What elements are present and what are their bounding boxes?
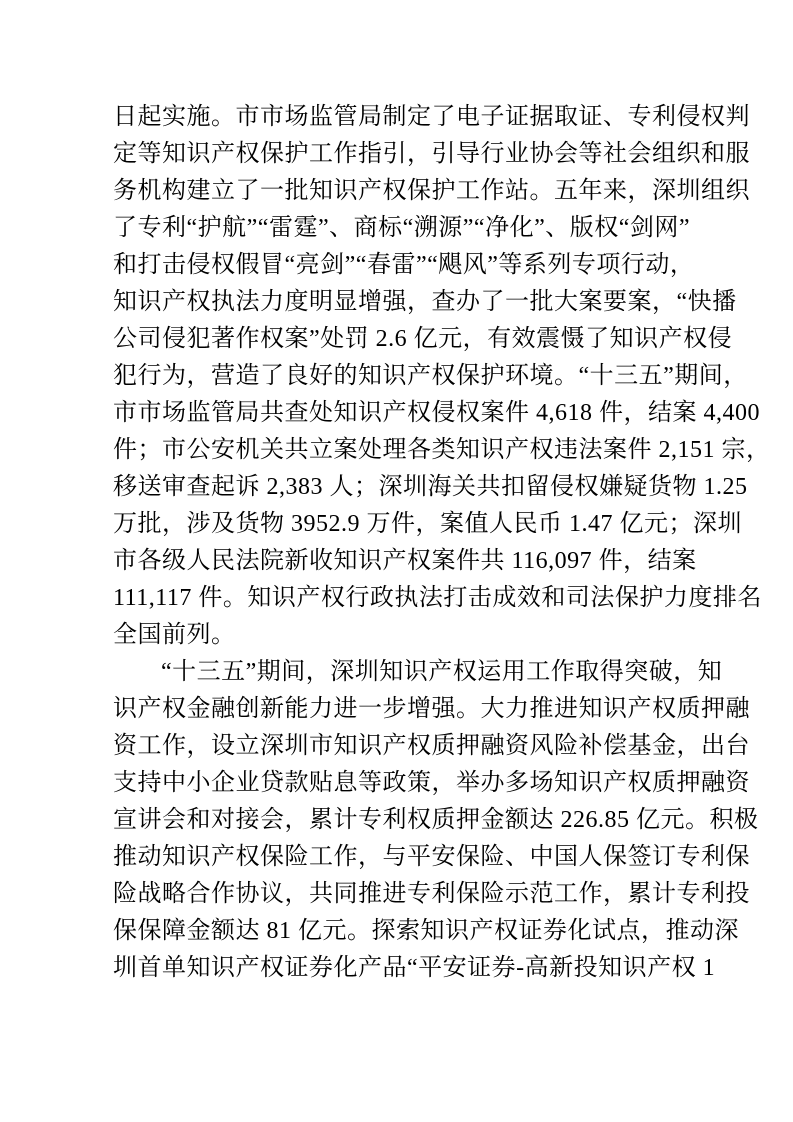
text-line: 资工作，设立深圳市知识产权质押融资风险补偿基金，出台 [113,733,750,759]
text-line: 圳首单知识产权证券化产品“平安证券-高新投知识产权 1 [113,955,716,981]
text-line: 定等知识产权保护工作指引，引导行业协会等社会组织和服 [113,141,750,167]
text-line: “十三五”期间，深圳知识产权运用工作取得突破，知 [161,659,723,685]
text-line: 移送审查起诉 2,383 人；深圳海关共扣留侵权嫌疑货物 1.25 [113,474,748,500]
text-line: 支持中小企业贷款贴息等政策，举办多场知识产权质押融资 [113,770,750,796]
text-line: 了专利“护航”“雷霆”、商标“溯源”“净化”、版权“剑网” [113,215,691,241]
text-line: 推动知识产权保险工作，与平安保险、中国人保签订专利保 [113,844,750,870]
paragraph-2 [113,654,759,987]
text-line: 识产权金融创新能力进一步增强。大力推进知识产权质押融 [113,696,750,722]
text-line: 险战略合作协议，共同推进专利保险示范工作，累计专利投 [113,881,750,907]
text-line: 务机构建立了一批知识产权保护工作站。五年来，深圳组织 [113,178,750,204]
text-line: 日起实施。市市场监管局制定了电子证据取证、专利侵权判 [113,104,750,130]
text-line: 保保障金额达 81 亿元。探索知识产权证券化试点，推动深 [113,918,739,944]
text-line: 市各级人民法院新收知识产权案件共 116,097 件，结案 [113,548,697,574]
text-line: 万批，涉及货物 3952.9 万件，案值人民币 1.47 亿元；深圳 [113,511,742,537]
text-line: 和打击侵权假冒“亮剑”“春雷”“飓风”等系列专项行动， [113,252,695,278]
document-body [113,99,771,987]
text-line: 犯行为，营造了良好的知识产权保护环境。“十三五”期间， [113,363,748,389]
text-line: 知识产权执法力度明显增强，查办了一批大案要案，“快播 [113,289,737,315]
text-line: 111,117 件。知识产权行政执法打击成效和司法保护力度排名 [113,585,762,611]
text-line: 市市场监管局共查处知识产权侵权案件 4,618 件，结案 4,400 [113,400,760,426]
text-line: 全国前列。 [113,622,236,648]
paragraph-1 [113,99,771,654]
text-line: 宣讲会和对接会，累计专利权质押金额达 226.85 亿元。积极 [113,807,759,833]
text-line: 件；市公安机关共立案处理各类知识产权违法案件 2,151 宗， [113,437,771,463]
text-line: 公司侵犯著作权案”处罚 2.6 亿元，有效震慑了知识产权侵 [113,326,733,352]
